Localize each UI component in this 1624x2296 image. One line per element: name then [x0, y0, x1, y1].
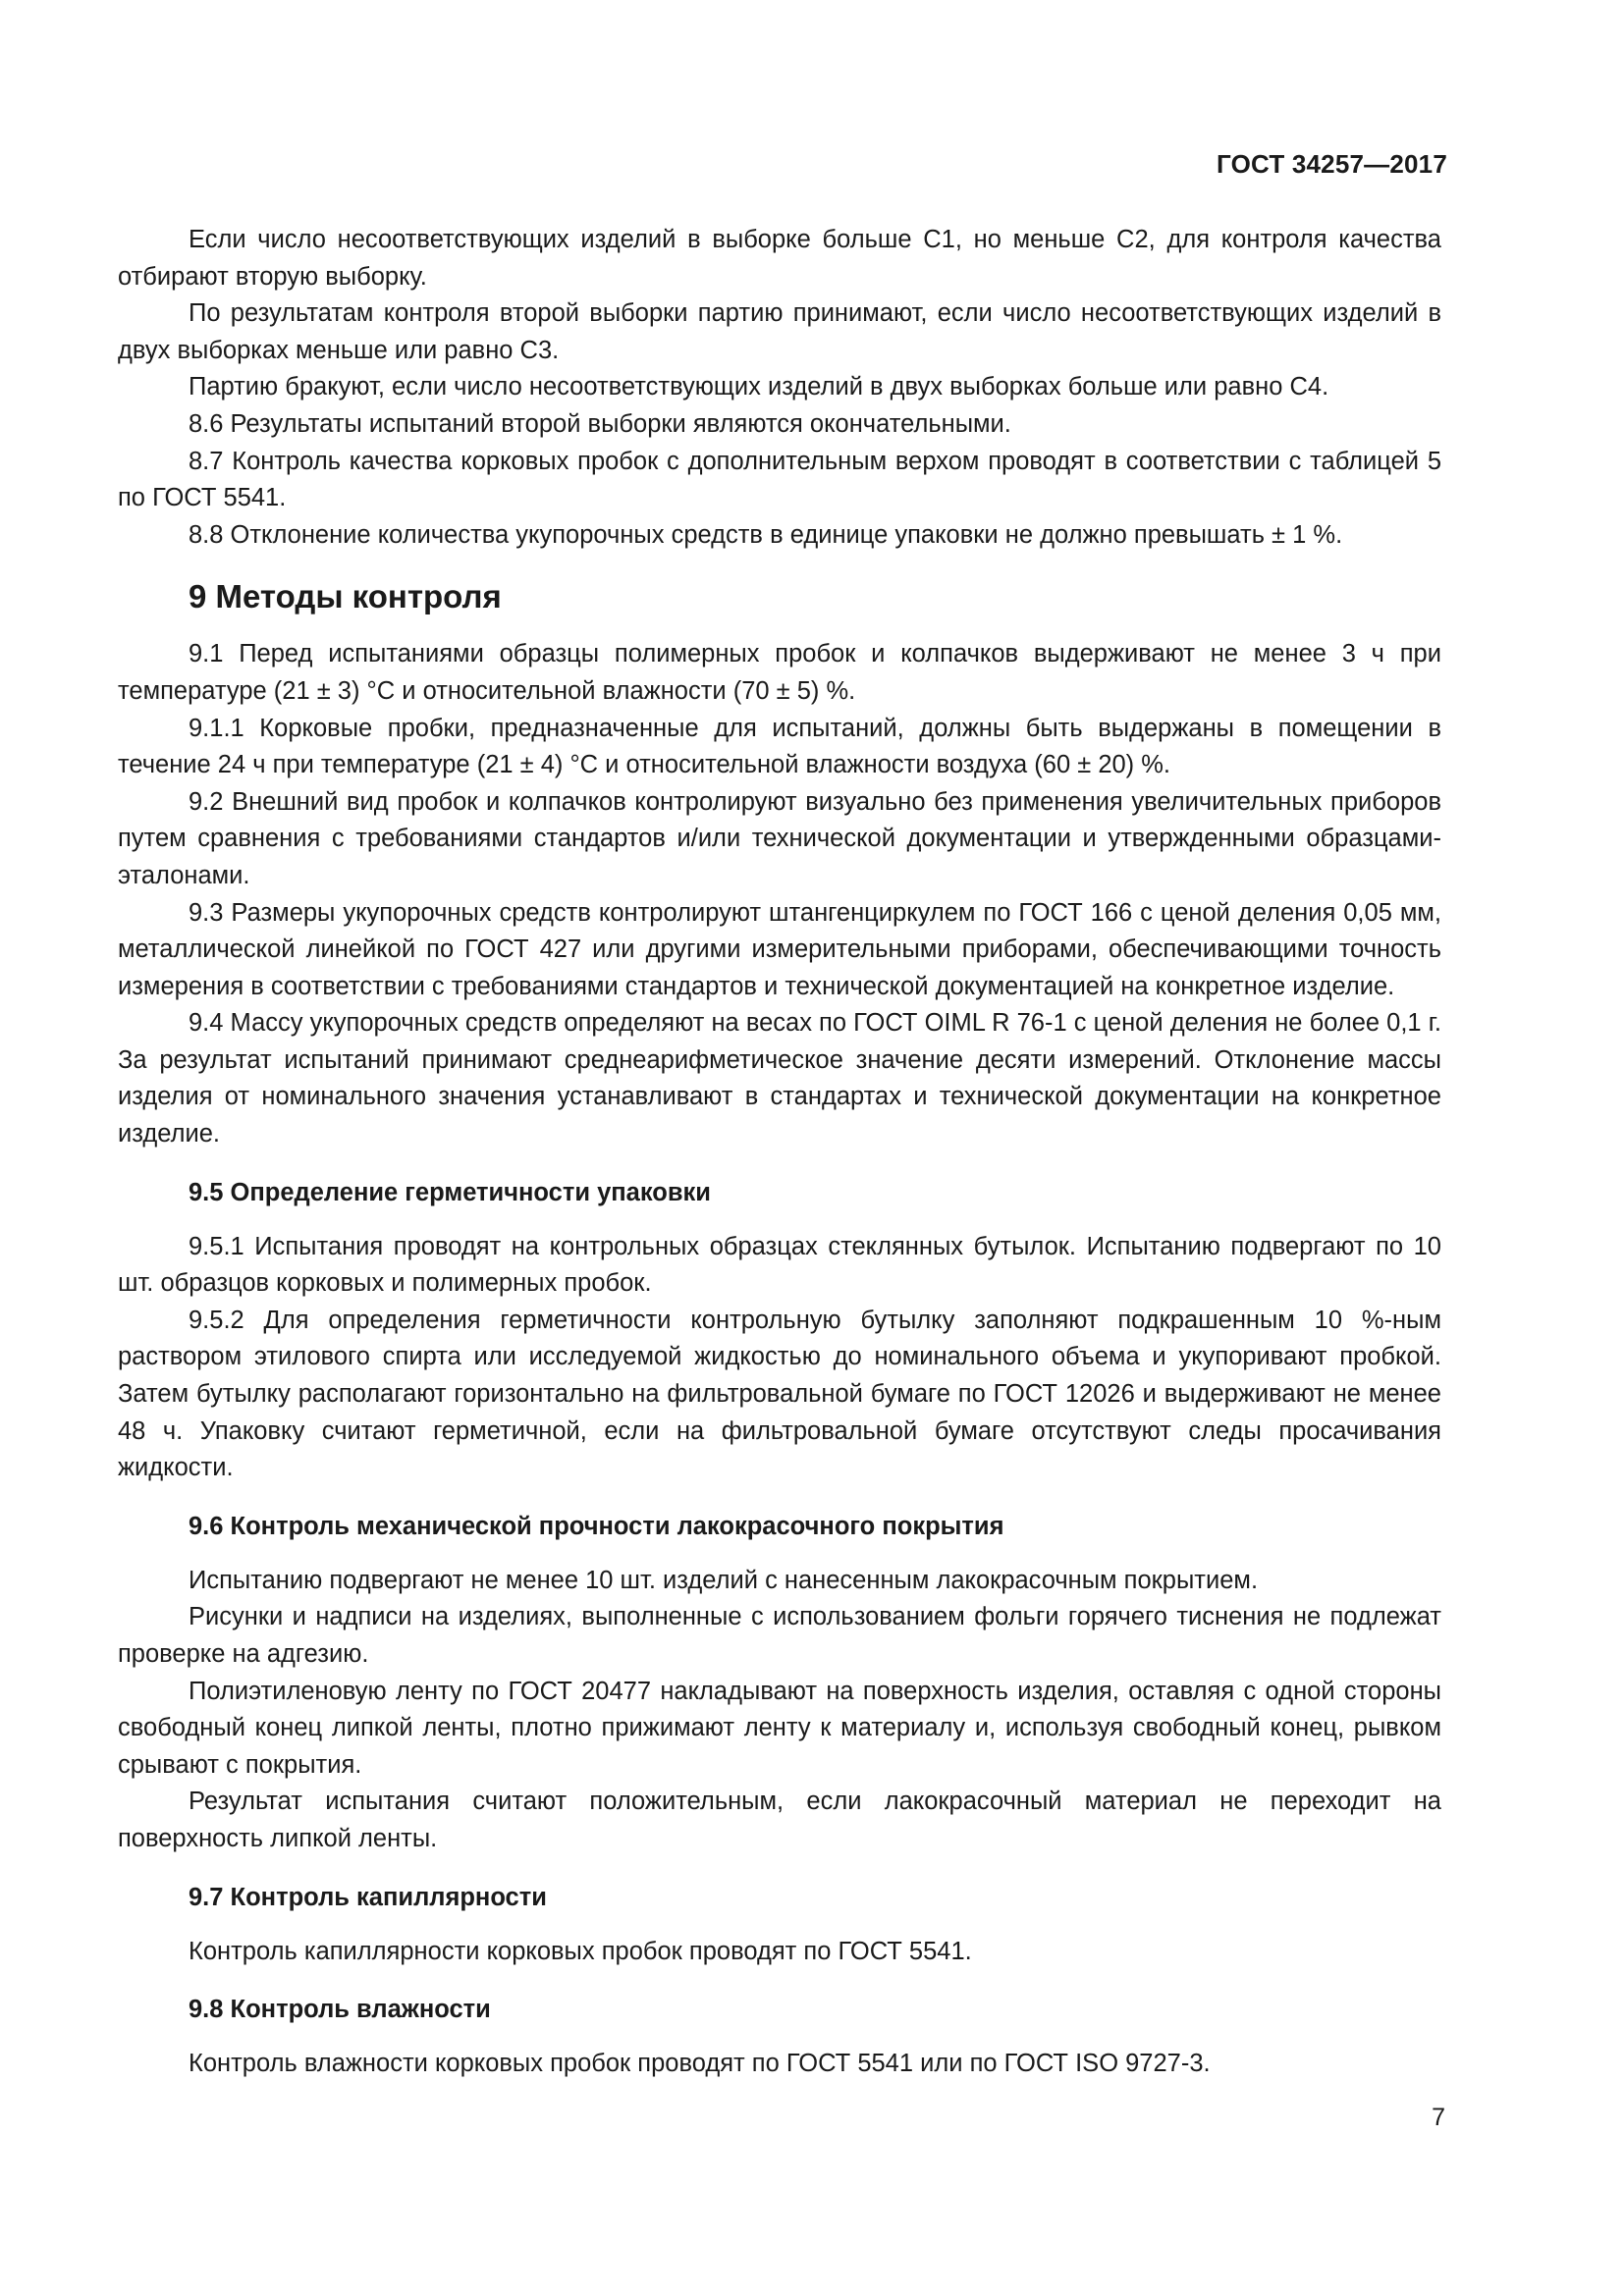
paragraph: 9.1.1 Корковые пробки, предназначенные для испытаний, должны быть выдержаны в помещении в течение 24 ч при температуре (21 ± 4) °С и относительной влажности воздуха (60 ± 20) %.	[118, 714, 1441, 779]
paragraph: 9.3 Размеры укупорочных средств контролируют штангенциркулем по ГОСТ 166 с ценой деления 0,05 мм, металлической линейкой по ГОСТ 427 или другими измерительными приборами, обеспечивающими точность измерения в соответствии с требованиями стандартов и технической документацией на конкретное изделие.	[118, 898, 1441, 1000]
paragraph: Партию бракуют, если число несоответствующих изделий в двух выборках больше или равно С4.	[189, 373, 1329, 401]
paragraph: 9.2 Внешний вид пробок и колпачков контролируют визуально без применения увеличительных приборов путем сравнения с требованиями стандартов и/или технической документации и утвержденными образцами-эталонами.	[118, 787, 1441, 889]
paragraph: 8.6 Результаты испытаний второй выборки являются окончательными.	[189, 409, 1011, 438]
paragraph: Испытанию подвергают не менее 10 шт. изделий с нанесенным лакокрасочным покрытием.	[189, 1566, 1259, 1594]
page-number: 7	[1432, 2104, 1445, 2131]
paragraph: 9.1 Перед испытаниями образцы полимерных пробок и колпачков выдерживают не менее 3 ч при температуре (21 ± 3) °С и относительной влажности (70 ± 5) %.	[118, 640, 1441, 705]
section-9-8-heading: 9.8 Контроль влажности	[189, 1996, 491, 2024]
paragraph: 9.4 Массу укупорочных средств определяют на весах по ГОСТ OIML R 76-1 с ценой деления не более 0,1 г. За результат испытаний принимают среднеарифметическое значение десяти измерений. Отклонение массы изделия от номинального значения устанавливают в стандартах и технической документации на конкретное изделие.	[118, 1009, 1441, 1148]
section-9-5-heading: 9.5 Определение герметичности упаковки	[189, 1178, 711, 1206]
section-9-7-heading: 9.7 Контроль капиллярности	[189, 1883, 547, 1911]
paragraph: Рисунки и надписи на изделиях, выполненные с использованием фольги горячего тиснения не подлежат проверке на адгезию.	[118, 1603, 1441, 1668]
paragraph: По результатам контроля второй выборки партию принимают, если число несоответствующих изделий в двух выборках меньше или равно С3.	[118, 299, 1441, 364]
section-9-6-heading: 9.6 Контроль механической прочности лакокрасочного покрытия	[189, 1512, 1004, 1540]
paragraph: Полиэтиленовую ленту по ГОСТ 20477 накладывают на поверхность изделия, оставляя с одной стороны свободный конец липкой ленты, плотно прижимают ленту к материалу и, используя свободный конец, рывком срывают с покрытия.	[118, 1677, 1441, 1779]
paragraph: 8.8 Отклонение количества укупорочных средств в единице упаковки не должно превышать ± 1 %.	[189, 520, 1343, 549]
document-header-id: ГОСТ 34257—2017	[1217, 149, 1447, 179]
paragraph: Результат испытания считают положительным, если лакокрасочный материал не переходит на поверхность липкой ленты.	[118, 1788, 1441, 1852]
paragraph: Контроль капиллярности корковых пробок проводят по ГОСТ 5541.	[189, 1937, 972, 1965]
section-9-heading: 9 Методы контроля	[189, 578, 502, 615]
paragraph: 9.5.1 Испытания проводят на контрольных образцах стеклянных бутылок. Испытанию подвергают по 10 шт. образцов корковых и полимерных пробок.	[118, 1232, 1441, 1298]
page-content	[118, 222, 1441, 2083]
paragraph: 9.5.2 Для определения герметичности контрольную бутылку заполняют подкрашенным 10 %-ным раствором этилового спирта или исследуемой жидкостью до номинального объема и укупоривают пробкой. Затем бутылку располагают горизонтально на фильтровальной бумаге по ГОСТ 12026 и выдерживают не менее 48 ч. Упаковку считают герметичной, если на фильтровальной бумаге отсутствуют следы просачивания жидкости.	[118, 1306, 1441, 1482]
paragraph: 8.7 Контроль качества корковых пробок с дополнительным верхом проводят в соответствии с таблицей 5 по ГОСТ 5541.	[118, 447, 1441, 512]
paragraph: Контроль влажности корковых пробок проводят по ГОСТ 5541 или по ГОСТ ISO 9727-3.	[189, 2050, 1211, 2078]
paragraph: Если число несоответствующих изделий в выборке больше С1, но меньше С2, для контроля качества отбирают вторую выборку.	[118, 226, 1441, 291]
